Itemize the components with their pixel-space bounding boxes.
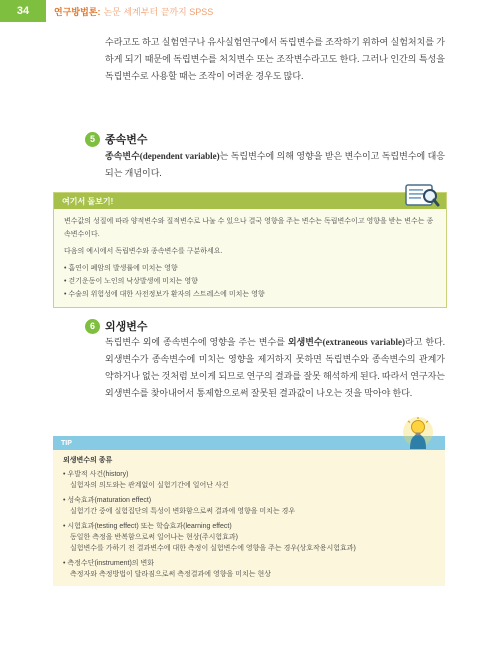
info-box: [53, 192, 447, 308]
tip-item: [63, 558, 435, 580]
list-item: • 흡연이 폐암의 발생률에 미치는 영향: [64, 262, 436, 275]
lightbulb-head-icon: [401, 416, 435, 452]
tip-item-desc: 실험변수를 가하기 전 결과변수에 대한 측정이 실험변수에 영향을 주는 경우(상호작용시험효과): [70, 545, 356, 552]
tip-item-desc: 실험자의 의도와는 관계없이 실험기간에 일어난 사건: [70, 482, 229, 489]
tip-item-title: • 측정수단(instrument)의 변화: [63, 560, 155, 567]
magnifier-document-icon: [404, 181, 440, 211]
section-title: 종속변수: [105, 134, 148, 146]
tip-item: [63, 521, 435, 554]
running-subtitle: 논문 세계부터 끝까지 SPSS: [103, 6, 214, 17]
tip-item: [63, 469, 435, 491]
text-before: 독립변수 외에 종속변수에 영향을 주는 변수를: [105, 337, 288, 347]
intro-paragraph: 수라고도 하고 실험연구나 유사실험연구에서 독립변수를 조작하기 위하여 실험처치를 가하게 되기 때문에 독립변수를 처치변수 또는 조작변수라고도 한다. 그러나 인간의 특성을 독립변수로 사용할 때는 조작이 어려운 경우도 많다.: [105, 37, 445, 81]
info-box-title: 여기서 돌보기!: [54, 193, 446, 209]
tip-item-title: • 성숙효과(maturation effect): [63, 497, 152, 504]
list-item: • 걷기운동이 노인의 낙상발생에 미치는 영향: [64, 275, 436, 288]
section-5-paragraph: [105, 148, 445, 182]
tip-item-title-text: 성숙효과(maturation effect): [67, 497, 152, 504]
list-item: • 수술의 위험성에 대한 사전정보가 환자의 스트레스에 미치는 영향: [64, 288, 436, 301]
info-box-instruction: 다음의 예시에서 독립변수와 종속변수를 구분하세요.: [64, 248, 223, 255]
page-header: [0, 0, 500, 22]
section-6-paragraph: [105, 334, 445, 402]
tip-item-title-text: 시험효과(testing effect) 또는 학습효과(learning effect): [67, 523, 232, 530]
section-number-badge: 6: [85, 319, 100, 334]
term-extraneous-variable: 외생변수(extraneous variable): [287, 337, 406, 347]
example-list: [64, 262, 436, 301]
term-dependent-variable: 종속변수(dependent variable): [105, 151, 220, 161]
info-box-text: 변수값의 성질에 따라 양적변수와 질적변수로 나눌 수 있으나 결국 영향을 주는 변수는 독립변수이고 영향을 받는 변수는 종속변수이다.: [64, 218, 434, 238]
tip-item-desc: 실험기간 중에 실험집단의 특성이 변화함으로써 결과에 영향을 미치는 경우: [70, 508, 296, 515]
page-number: 34: [0, 0, 46, 22]
section-5-heading: [85, 131, 148, 147]
section-6-heading: [85, 318, 148, 334]
section-title: 외생변수: [105, 321, 148, 333]
tip-item-title-text: 측정수단(instrument)의 변화: [67, 560, 155, 567]
tip-item-title: • 우발적 사건(history): [63, 471, 129, 478]
tip-label: TIP: [53, 436, 445, 450]
text-after: 라고 한다. 외생변수가 종속변수에 미치는 영향을 제거하지 못하면 독립변수와 종속변수의 관계가 약하거나 없는 것처럼 보이게 되므로 연구의 결과를 잘못 해석하게 된다. 따라서 연구자는 외생변수를 찾아내어서 통제함으로써 잘못된 결과값이 나오는 것을 막아야 한다.: [105, 337, 445, 398]
running-title: 연구방법론:: [54, 6, 101, 17]
tip-item-title-text: 우발적 사건(history): [67, 471, 129, 478]
tip-item-desc: 동일한 측정을 반복함으로써 일어나는 현상(주시험효과): [70, 534, 238, 541]
tip-item-title: • 시험효과(testing effect) 또는 학습효과(learning effect): [63, 523, 232, 530]
definition-text: 는 독립변수에 의해 영향을 받은 변수이고 독립변수에 대응되는 개념이다.: [105, 151, 445, 178]
tip-item: [63, 495, 435, 517]
section-number-badge: 5: [85, 132, 100, 147]
tip-heading: 외생변수의 종류: [63, 457, 113, 464]
tip-box: [53, 436, 445, 586]
tip-item-desc: 측정자와 측정방법이 달라짐으로써 측정결과에 영향을 미치는 현상: [70, 571, 272, 578]
